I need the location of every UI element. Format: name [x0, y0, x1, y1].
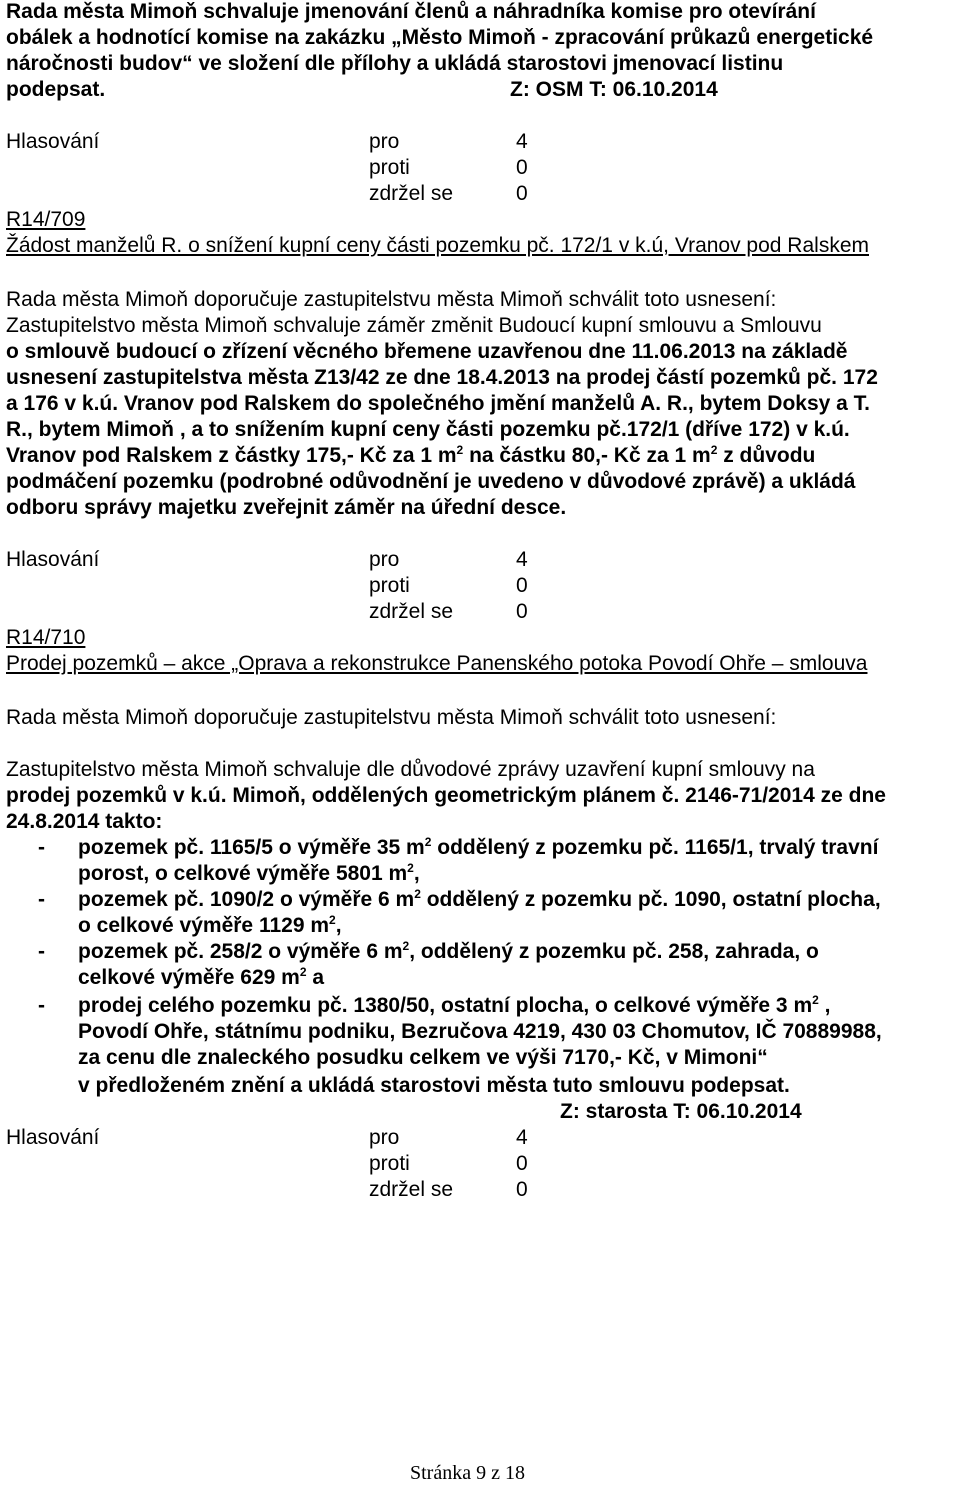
- vote-label: Hlasování: [6, 1126, 100, 1149]
- vote-proti-count: 0: [516, 156, 528, 179]
- resolution-number: R14/709: [6, 208, 86, 231]
- list-item-4-line-3: za cenu dle znaleckého posudku celkem ve výši 7170,- Kč, v Mimoni“: [78, 1046, 768, 1069]
- vote-proti-label: proti: [369, 574, 410, 597]
- body-line-5: R., bytem Mimoň , a to snížením kupní ceny části pozemku pč.172/1 (dříve 172) v k.ú.: [6, 418, 850, 441]
- vote-proti-count: 0: [516, 574, 528, 597]
- superscript: 2: [299, 965, 307, 979]
- vote-pro-count: 4: [516, 548, 528, 571]
- list-text: prodej celého pozemku pč. 1380/50, ostatní plocha, o celkové výměře 3 m: [78, 994, 813, 1017]
- list-text: , oddělený z pozemku pč. 258, zahrada, o: [409, 940, 819, 963]
- vote-pro-label: pro: [369, 548, 400, 571]
- vote-zdrzel-label: zdržel se: [369, 182, 454, 205]
- body-line-6-part-1: Vranov pod Ralskem z částky 175,- Kč za 1 m: [6, 444, 457, 467]
- body-line-6-part-3: z důvodu: [717, 444, 816, 467]
- body-line-3: 24.8.2014 takto:: [6, 810, 163, 833]
- resolution-deadline: Z: starosta T: 06.10.2014: [560, 1100, 802, 1123]
- body-line-7: podmáčení pozemku (podrobné odůvodnění je uvedeno v důvodové zprávě) a ukládá: [6, 470, 856, 493]
- recommendation: Rada města Mimoň doporučuje zastupitelstvu města Mimoň schválit toto usnesení:: [6, 706, 777, 729]
- list-text: pozemek pč. 1165/5 o výměře 35 m: [78, 836, 425, 859]
- intro-line-2: obálek a hodnotící komise na zakázku „Město Mimoň - zpracování průkazů energetické: [6, 26, 874, 49]
- list-text: celkové výměře 629 m: [78, 966, 300, 989]
- resolution-subject: Žádost manželů R. o snížení kupní ceny části pozemku pč. 172/1 v k.ú, Vranov pod Ralskem: [6, 234, 869, 257]
- body-line-8: odboru správy majetku zveřejnit záměr na úřední desce.: [6, 496, 567, 519]
- list-text: ,: [818, 994, 831, 1017]
- recommendation: Rada města Mimoň doporučuje zastupitelstvu města Mimoň schválit toto usnesení:: [6, 288, 777, 311]
- body-line-6: [6, 444, 815, 468]
- list-dash: -: [38, 994, 45, 1017]
- vote-proti-label: proti: [369, 156, 410, 179]
- vote-label: Hlasování: [6, 130, 100, 153]
- list-item-4-line-2: Povodí Ohře, státnímu podniku, Bezručova 4219, 430 03 Chomutov, IČ 70889988,: [78, 1020, 882, 1043]
- resolution-number: R14/710: [6, 626, 86, 649]
- body-line-1: Zastupitelstvo města Mimoň schvaluje záměr změnit Budoucí kupní smlouvu a Smlouvu: [6, 314, 822, 337]
- list-item-4-line-1: [78, 994, 830, 1018]
- vote-zdrzel-count: 0: [516, 1178, 528, 1201]
- vote-proti-label: proti: [369, 1152, 410, 1175]
- list-text: porost, o celkové výměře 5801 m: [78, 862, 408, 885]
- list-item-3-line-2: [78, 966, 324, 990]
- body-line-2: o smlouvě budoucí o zřízení věcného břemene uzavřenou dne 11.06.2013 na základě: [6, 340, 848, 363]
- intro-line-3: náročnosti budov“ ve složení dle přílohy a ukládá starostovi jmenovací listinu: [6, 52, 784, 75]
- list-item-4-line-4: v předloženém znění a ukládá starostovi města tuto smlouvu podepsat.: [78, 1074, 790, 1097]
- list-item-1-line-2: [78, 862, 420, 886]
- superscript: 2: [414, 887, 421, 901]
- superscript: 2: [812, 993, 819, 1007]
- list-text: ,: [335, 914, 342, 937]
- vote-label: Hlasování: [6, 548, 100, 571]
- intro-line-1: Rada města Mimoň schvaluje jmenování členů a náhradníka komise pro otevírání: [6, 0, 816, 23]
- vote-pro-count: 4: [516, 130, 528, 153]
- vote-pro-label: pro: [369, 130, 400, 153]
- list-text: ,: [413, 862, 420, 885]
- list-text: pozemek pč. 1090/2 o výměře 6 m: [78, 888, 415, 911]
- list-dash: -: [38, 940, 45, 963]
- superscript: 2: [407, 861, 414, 875]
- body-line-6-part-2: na částku 80,- Kč za 1 m: [463, 444, 711, 467]
- body-line-4: a 176 v k.ú. Vranov pod Ralskem do společného jmění manželů A. R., bytem Doksy a T.: [6, 392, 870, 415]
- intro-line-4: podepsat.: [6, 78, 106, 101]
- vote-zdrzel-label: zdržel se: [369, 1178, 454, 1201]
- body-line-1: Zastupitelstvo města Mimoň schvaluje dle důvodové zprávy uzavření kupní smlouvy na: [6, 758, 815, 781]
- list-text: oddělený z pozemku pč. 1090, ostatní plocha,: [420, 888, 881, 911]
- superscript: 2: [402, 939, 410, 953]
- superscript: 2: [329, 913, 336, 927]
- list-item-3-line-1: [78, 940, 819, 964]
- list-text: o celkové výměře 1129 m: [78, 914, 330, 937]
- list-dash: -: [38, 888, 45, 911]
- vote-proti-count: 0: [516, 1152, 528, 1175]
- list-text: oddělený z pozemku pč. 1165/1, trvalý travní: [431, 836, 879, 859]
- list-dash: -: [38, 836, 45, 859]
- intro-deadline: Z: OSM T: 06.10.2014: [510, 78, 718, 101]
- page-footer: Stránka 9 z 18: [410, 1462, 525, 1484]
- vote-zdrzel-label: zdržel se: [369, 600, 454, 623]
- superscript: 2: [424, 835, 432, 849]
- list-item-2-line-1: [78, 888, 881, 912]
- superscript: 2: [710, 443, 718, 457]
- superscript: 2: [456, 443, 464, 457]
- list-text: a: [306, 966, 325, 989]
- list-item-2-line-2: [78, 914, 342, 938]
- vote-zdrzel-count: 0: [516, 600, 528, 623]
- vote-zdrzel-count: 0: [516, 182, 528, 205]
- list-item-1-line-1: [78, 836, 878, 860]
- body-line-2: prodej pozemků v k.ú. Mimoň, oddělených geometrickým plánem č. 2146-71/2014 ze dne: [6, 784, 886, 807]
- vote-pro-label: pro: [369, 1126, 400, 1149]
- list-text: pozemek pč. 258/2 o výměře 6 m: [78, 940, 403, 963]
- resolution-subject: Prodej pozemků – akce „Oprava a rekonstrukce Panenského potoka Povodí Ohře – smlouva: [6, 652, 868, 675]
- body-line-3: usnesení zastupitelstva města Z13/42 ze dne 18.4.2013 na prodej částí pozemků pč. 172: [6, 366, 878, 389]
- vote-pro-count: 4: [516, 1126, 528, 1149]
